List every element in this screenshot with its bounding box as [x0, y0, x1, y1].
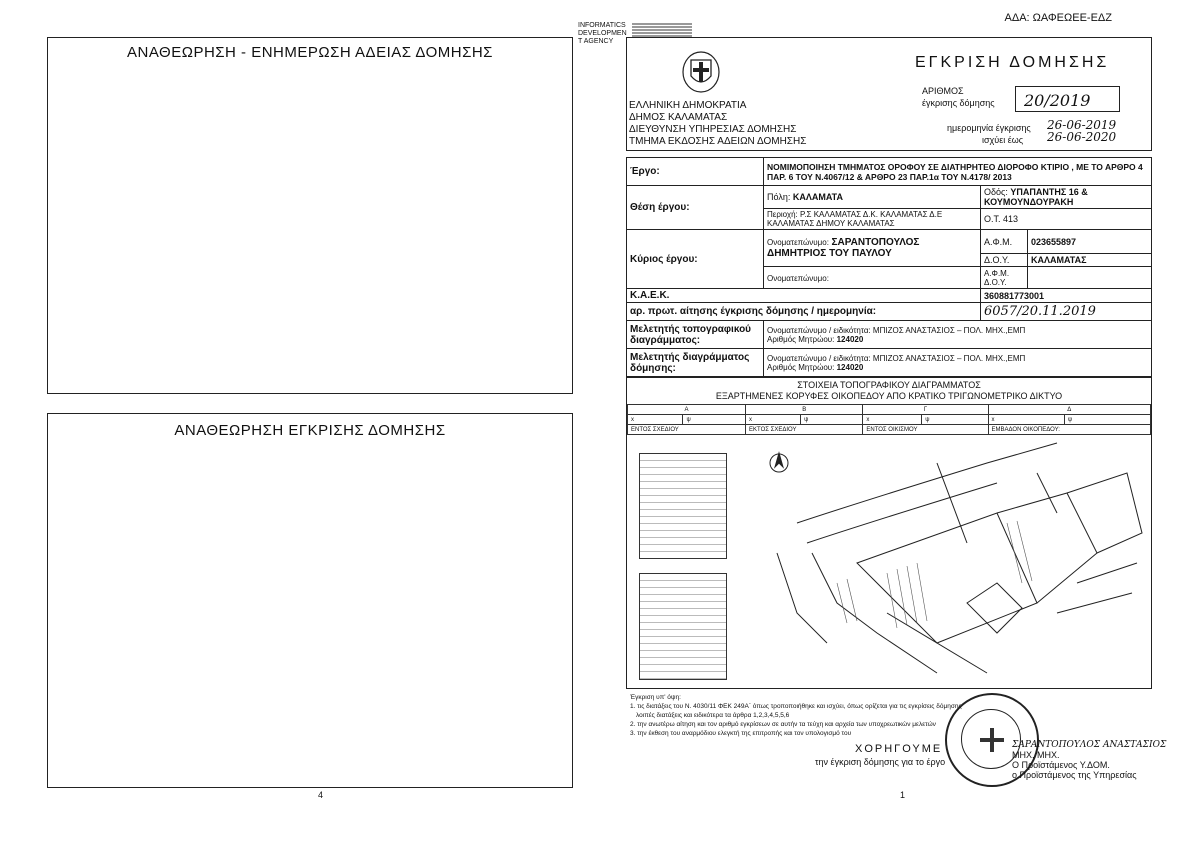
street-value: ΥΠΑΠΑΝΤΗΣ 16 & ΚΟΥΜΟΥΝΔΟΥΡΑΚΗ	[984, 187, 1088, 207]
coordinate-table-1	[639, 453, 727, 559]
valid-until-value: 26-06-2020	[1047, 130, 1117, 144]
issue-date-label: ημερομηνία έγκρισης	[947, 123, 1031, 133]
protocol-value: 6057/20.11.2019	[984, 304, 1096, 319]
project-value: ΝΟΜΙΜΟΠΟΙΗΣΗ ΤΜΗΜΑΤΟΣ ΟΡΟΦΟΥ ΣΕ ΔΙΑΤΗΡΗΤΕΟ ΔΙΟΡΟΦΟ ΚΤΙΡΙΟ , ΜΕ ΤΟ ΑΡΘΡΟ 4 ΠΑΡ. 6 ΤΟΥ Ν.4067/12 & ΑΡΘΡΟ 23 ΠΑΡ.1α ΤΟΥ Ν.4178/ 2013	[764, 158, 1152, 186]
legend-plot-area: ΕΜΒΑΔΟΝ ΟΙΚΟΠΕΔΟΥ:	[988, 425, 1150, 435]
page-number-left: 4	[318, 790, 324, 800]
revision-update-panel	[47, 37, 573, 394]
revision-approval-title: ΑΝΑΘΕΩΡΗΣΗ ΕΓΚΡΙΣΗΣ ΔΟΜΗΣΗΣ	[174, 422, 446, 439]
greek-emblem-icon	[681, 50, 721, 94]
topo-title2: ΕΞΑΡΤΗΜΕΝΕΣ ΚΟΡΥΦΕΣ ΟΙΚΟΠΕΔΟΥ ΑΠΟ ΚΡΑΤΙΚΟ ΤΡΙΓΩΝΟΜΕΤΡΙΚΟ ΔΙΚΤΥΟ	[715, 391, 1063, 401]
grant-text: την έγκριση δόμησης για το έργο	[815, 757, 946, 767]
valid-until-label: ισχύει έως	[982, 135, 1024, 145]
area-value: Ρ.Σ ΚΑΛΑΜΑΤΑΣ Δ.Κ. ΚΑΛΑΜΑΤΑΣ Δ.Ε ΚΑΛΑΜΑΤΑΣ ΔΗΜΟΥ ΚΑΛΑΜΑΤΑΣ	[767, 210, 943, 228]
bld-designer-label: Μελετητής διαγράμματος δόμησης:	[630, 351, 750, 374]
permit-header	[626, 37, 1152, 151]
bld-designer-value: Ονοματεπώνυμο / ειδικότητα: ΜΠΙΖΟΣ ΑΝΑΣΤΑΣΙΟΣ – ΠΟΛ. ΜΗΧ.,ΕΜΠ	[767, 353, 1026, 363]
permit-form: Έργο: ΝΟΜΙΜΟΠΟΙΗΣΗ ΤΜΗΜΑΤΟΣ ΟΡΟΦΟΥ ΣΕ ΔΙΑΤΗΡΗΤΕΟ ΔΙΟΡΟΦΟ ΚΤΙΡΙΟ , ΜΕ ΤΟ ΑΡΘΡΟ 4 ΠΑΡ. 6 ΤΟΥ Ν.4067/12 & ΑΡΘΡΟ 23 ΠΑΡ.1α ΤΟΥ Ν.4178/ 2013 Θέση έργου: Πόλη: ΚΑΛΑΜΑΤΑ Οδός: ΥΠΑΠΑΝΤΗΣ 16 & ΚΟΥΜΟΥΝΔΟΥΡΑΚΗ Περιοχή: Ρ.Σ ΚΑΛΑΜΑΤΑΣ Δ.Κ. ΚΑΛΑΜΑΤΑΣ Δ.Ε ΚΑΛΑΜΑΤΑΣ ΔΗΜΟΥ ΚΑΛΑΜΑΤΑΣ Ο.Τ. 413 Κύριος έργου: Ονοματεπώνυμο: ΣΑΡΑΝΤΟΠΟΥΛΟΣ ΔΗΜΗΤΡΙΟΣ ΤΟΥ ΠΑΥΛΟΥ Α.Φ.Μ. 023655897 Δ.Ο.Υ. ΚΑΛΑΜΑΤΑΣ Ονοματεπώνυμο: Α.Φ.Μ. Δ.Ο.Υ. Κ.Α.Ε.Κ. 360881773001 αρ. πρωτ. αίτησης έγκρισης δόμησης / ημερομηνία: 6057/20.11.2019 Μελετητής τοπογραφικού διαγράμματος: Ονοματεπώνυμο / ειδικότητα: ΜΠΙΖΟΣ ΑΝΑΣΤΑΣΙΟΣ – ΠΟΛ. ΜΗΧ.,ΕΜΠ Αριθμός Μητρώου: 124020 Μελετητής διαγράμματος δόμησης: Ονοματεπώνυμο / ειδικότητα: ΜΠΙΖΟΣ ΑΝΑΣΤΑΣΙΟΣ – ΠΟΛ. ΜΗΧ.,ΕΜΠ Αριθμός Μητρώου: 124020	[626, 157, 1152, 377]
topo-designer-label: Μελετητής τοπογραφικού διαγράμματος:	[630, 323, 752, 346]
agency-fineprint	[632, 22, 692, 38]
location-label: Θέση έργου:	[630, 202, 690, 213]
legend-inside-settlement: ΕΝΤΟΣ ΟΙΚΙΣΜΟΥ	[863, 425, 988, 435]
permit-number-box	[1015, 86, 1120, 112]
permit-title: ΕΓΚΡΙΣΗ ΔΟΜΗΣΗΣ	[915, 54, 1110, 71]
issue-date-value: 26-06-2019	[1047, 118, 1117, 132]
agency-label: INFORMATICS DEVELOPMEN T AGENCY	[578, 22, 627, 45]
kaek-label: Κ.Α.Ε.Κ.	[630, 290, 670, 301]
permit-number-label: ΑΡΙΘΜΟΣ	[922, 86, 964, 96]
revision-update-title: ΑΝΑΘΕΩΡΗΣΗ - ΕΝΗΜΕΡΩΣΗ ΑΔΕΙΑΣ ΔΟΜΗΣΗΣ	[127, 44, 493, 61]
kaek-value: 360881773001	[984, 290, 1045, 301]
stamp-signature: ΣΑΡΑΝΤΟΠΟΥΛΟΣ ΑΝΑΣΤΑΣΙΟΣ ΜΗΧ. ΜΗΧ. Ο Προϊστάμενος Υ.ΔΟΜ. ο Προϊστάμενος της Υπηρεσίας	[1012, 740, 1167, 780]
owner-label: Κύριος έργου:	[630, 253, 698, 265]
legend-inside-plan: ΕΝΤΟΣ ΣΧΕΔΙΟΥ	[628, 425, 746, 435]
permit-number-value: 20/2019	[1024, 91, 1091, 110]
issuer-country: ΕΛΛΗΝΙΚΗ ΔΗΜΟΚΡΑΤΙΑ	[629, 100, 747, 111]
topo-reg-value: 124020	[836, 334, 864, 344]
permit-number-sublabel: έγκρισης δόμησης	[922, 98, 995, 108]
vertex-table: Α Β Γ Δ x ψ x ψ x ψ x ψ ΕΝΤΟΣ ΣΧΕΔΙΟΥ ΕΚΤΟΣ ΣΧΕΔΙΟΥ ΕΝΤΟΣ ΟΙΚΙΣΜΟΥ ΕΜΒΑΔΟΝ ΟΙΚΟΠΕΔΟΥ:	[627, 404, 1151, 435]
grant-heading: ΧΟΡΗΓΟΥΜΕ	[855, 743, 943, 755]
coordinate-table-2	[639, 573, 727, 680]
city-value: ΚΑΛΑΜΑΤΑ	[792, 192, 843, 202]
topo-title1: ΣΤΟΙΧΕΙΑ ΤΟΠΟΓΡΑΦΙΚΟΥ ΔΙΑΓΡΑΜΜΑΤΟΣ	[797, 380, 981, 390]
doy-value: ΚΑΛΑΜΑΤΑΣ	[1031, 255, 1087, 265]
protocol-label: αρ. πρωτ. αίτησης έγκρισης δόμησης / ημερομηνία:	[630, 306, 877, 317]
topographic-section	[626, 377, 1152, 689]
legend-outside-plan: ΕΚΤΟΣ ΣΧΕΔΙΟΥ	[746, 425, 863, 435]
page-number-right: 1	[900, 790, 906, 800]
ada-code: ΑΔΑ: ΩΑΦΕΩΕΕ-ΕΔΖ	[1004, 12, 1112, 24]
project-label: Έργο:	[630, 166, 660, 177]
bld-reg-value: 124020	[836, 362, 864, 372]
issuer-municipality: ΔΗΜΟΣ ΚΑΛΑΜΑΤΑΣ	[629, 112, 728, 123]
issuer-directorate: ΔΙΕΥΘΥΝΣΗ ΥΠΗΡΕΣΙΑΣ ΔΟΜΗΣΗΣ	[629, 124, 797, 135]
site-plan-drawing	[737, 433, 1147, 688]
legal-notes: Έγκριση υπ' όψη: 1. τις διατάξεις του Ν. 4030/11 ΦΕΚ 249Α΄ όπως τροποποιήθηκε και ισχύει, όπως ορίζεται για τις εγκρίσεις δόμησης λοιπές διατάξεις και ειδικότερα τα άρθρα 1,2,3,4,5,5,6 2. την ανωτέρω αίτηση και τον αριθμό εγκρίσεων σε αυτήν τα τεύχη και αρχεία των υποχρεωτικών μελετών 3. την έκθεση του αναρμόδιου ελεγκτή της επιτροπής και τον υπολογισμό του	[630, 694, 962, 737]
topo-designer-value: Ονοματεπώνυμο / ειδικότητα: ΜΠΙΖΟΣ ΑΝΑΣΤΑΣΙΟΣ – ΠΟΛ. ΜΗΧ.,ΕΜΠ	[767, 325, 1026, 335]
revision-approval-panel	[47, 413, 573, 788]
afm-value: 023655897	[1031, 236, 1077, 247]
ot-value: 413	[1003, 214, 1019, 224]
owner-name-value: ΣΑΡΑΝΤΟΠΟΥΛΟΣ ΔΗΜΗΤΡΙΟΣ ΤΟΥ ΠΑΥΛΟΥ	[767, 237, 920, 259]
issuer-department: ΤΜΗΜΑ ΕΚΔΟΣΗΣ ΑΔΕΙΩΝ ΔΟΜΗΣΗΣ	[629, 136, 807, 147]
